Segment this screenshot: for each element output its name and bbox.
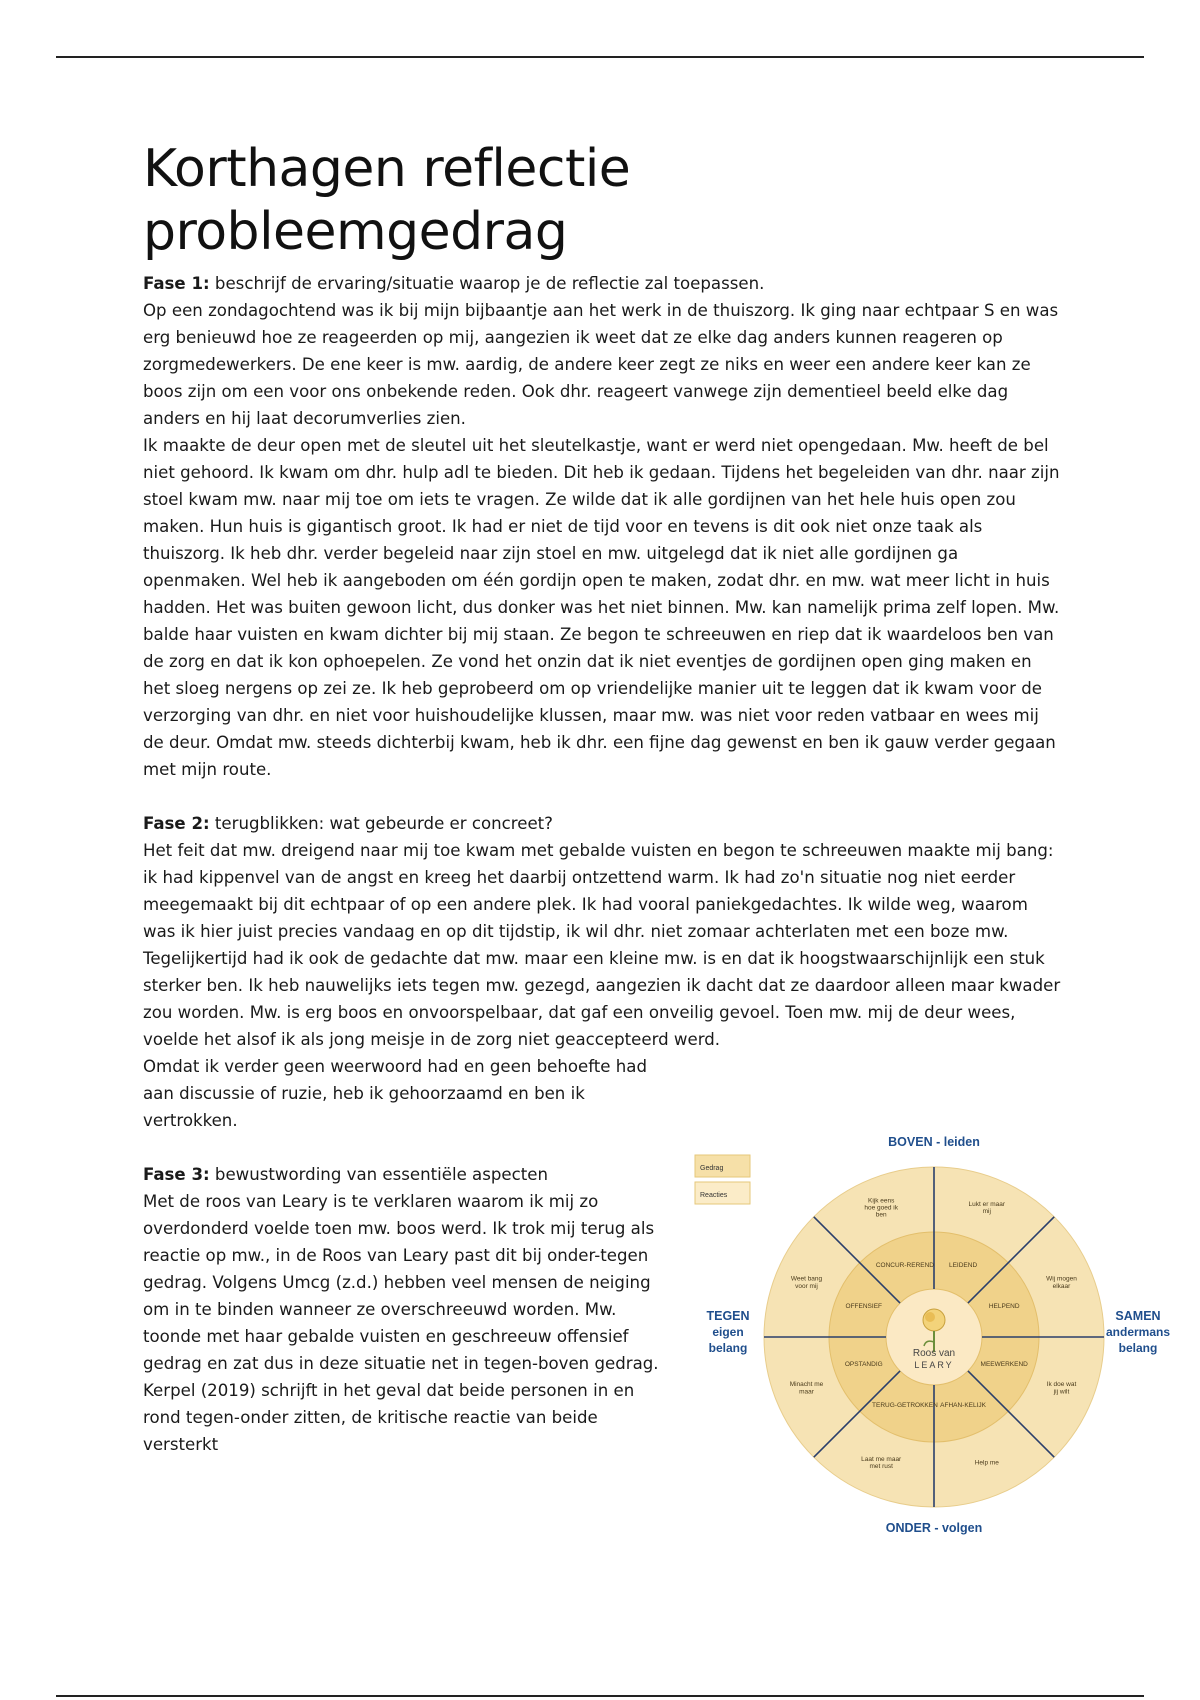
fase1-paragraph-2: Ik maakte de deur open met de sleutel uit het sleutelkastje, want er werd niet opengedaan. Mw. heeft de bel niet gehoord. Ik kwam om dhr. hulp adl te bieden. Dit heb ik gedaan. Tijdens het begeleiden van dhr. naar zijn stoel kwam mw. naar mij toe om iets te vragen. Ze wilde dat ik alle gordijnen van het hele huis open zou maken. Hun huis is gigantisch groot. Ik had er niet de tijd voor en tevens is dit ook niet onze taak als thuiszorg. Ik heb dhr. verder begeleid naar zijn stoel en mw. uitgelegd dat ik niet alle gordijnen ga openmaken. Wel heb ik aangeboden om één gordijn open te maken, zodat dhr. en mw. wat meer licht in huis hadden. Het was buiten gewoon licht, dus donker was het niet binnen. Mw. kan namelijk prima zelf lopen. Mw. balde haar vuisten en kwam dichter bij mij staan. Ze begon te schreeuwen en riep dat ik waardeloos ben van de zorg en dat ik kon ophoepelen. Ze vond het onzin dat ik niet eventjes de gordijnen open ging maken en het sloeg nergens op zei ze. Ik heb geprobeerd om op vriendelijke manier uit te leggen dat ik kwam voor de verzorging van dhr. en niet voor huishoudelijke klussen, maar mw. was niet voor reden vatbaar en wees mij de deur. Omdat mw. steeds dichterbij kwam, heb ik dhr. een fijne dag gewenst en ben ik gauw verder gegaan met mijn route.: [143, 436, 1060, 779]
inner-label-5: OPSTANDIG: [844, 1361, 883, 1369]
fase2-heading: [143, 810, 1063, 837]
fase3-heading-text: bewustwording van essentiële aspecten: [209, 1165, 548, 1184]
roos-van-leary-figure: [690, 1130, 1170, 1540]
top-rule: [56, 56, 1144, 58]
fase1-label: Fase 1:: [143, 274, 210, 293]
fase3-label: Fase 3:: [143, 1165, 210, 1184]
legend-gedrag-label: Gedrag: [700, 1165, 724, 1172]
fase2-paragraph-1: Het feit dat mw. dreigend naar mij toe kwam met gebalde vuisten en begon te schreeuwen maakte mij bang: ik had kippenvel van de angst en kreeg het daarbij ontzettend warm. Ik had zo'n situatie nog niet eerder meegemaakt bij dit echtpaar of op een andere plek. Ik had vooral paniekgedachtes. Ik wilde weg, waarom was ik hier juist precies vandaag en op dit tijdstip, ik wil dhr. niet zomaar achterlaten met een boze mw.: [143, 841, 1054, 941]
fase3-paragraph-1: Met de roos van Leary is te verklaren waarom ik mij zo overdonderd voelde toen mw. boos werd. Ik trok mij terug als reactie op mw., in de Roos van Leary past dit bij onder-tegen gedrag. Volgens Umcg (z.d.) hebben veel mensen de neiging om in te binden wanneer ze overschreeuwd worden. Mw. toonde met haar gebalde vuisten en geschreeuw offensief gedrag en zat dus in deze situatie net in tegen-boven gedrag. Kerpel (2019) schrijft in het geval dat beide personen in en rond tegen-onder zitten, de kritische reactie van beide versterkt: [143, 1192, 659, 1454]
center-label-2: LEARY: [914, 1360, 954, 1370]
label-samen-2: andermans: [1105, 1325, 1170, 1339]
label-samen: SAMEN: [1115, 1309, 1161, 1323]
outer-label-1: Wij mogen elkaar: [1046, 1275, 1077, 1290]
page-title: Korthagen reflectie probleemgedrag: [143, 139, 631, 262]
label-tegen-3: belang: [708, 1341, 748, 1355]
inner-label-3: AFHAN-KELIJK: [940, 1402, 987, 1410]
outer-label-0: Lukt er maar mij: [968, 1200, 1006, 1216]
inner-label-7: CONCUR-REREND: [875, 1261, 934, 1269]
label-tegen-2: eigen: [712, 1325, 744, 1339]
inner-label-4: TERUG-GETROKKEN: [872, 1402, 938, 1410]
outer-label-2: Ik doe wat jij wilt: [1046, 1381, 1077, 1396]
label-samen-3: belang: [1118, 1341, 1158, 1355]
inner-label-1: HELPEND: [988, 1302, 1020, 1310]
fase3-heading: [143, 1161, 663, 1188]
fase1-paragraph-1: Op een zondagochtend was ik bij mijn bijbaantje aan het werk in de thuiszorg. Ik ging naar echtpaar S en was erg benieuwd hoe ze reageerden op mij, aangezien ik weet dat ze elke dag anders kunnen reageren op zorgmedewerkers. De ene keer is mw. aardig, de andere keer zegt ze niks en weer een andere keer kan ze boos zijn om een voor ons onbekende reden. Ook dhr. reageert vanwege zijn dementieel beeld elke dag anders en hij laat decorumverlies zien.: [143, 301, 1059, 428]
bottom-rule: [56, 1695, 1144, 1697]
center-label-1: Roos van: [912, 1348, 956, 1359]
inner-label-6: OFFENSIEF: [845, 1302, 883, 1310]
outer-label-4: Laat me maar met rust: [861, 1455, 902, 1471]
inner-label-2: MEEWERKEND: [980, 1361, 1028, 1369]
label-onder: ONDER - volgen: [885, 1521, 983, 1535]
outer-label-7: Kijk eens hoe goed ik ben: [864, 1197, 899, 1219]
outer-label-6: Weet bang voor mij: [790, 1275, 823, 1290]
legend-reacties-label: Reacties: [700, 1192, 728, 1199]
fase2-heading-text: terugblikken: wat gebeurde er concreet?: [209, 814, 553, 833]
fase2-paragraph-2: Tegelijkertijd had ik ook de gedachte dat mw. maar een kleine mw. is en dat ik hoogstwaarschijnlijk een stuk sterker ben. Ik heb nauwelijks iets tegen mw. gezegd, aangezien ik dacht dat ze daardoor alleen maar kwader zou worden. Mw. is erg boos en onvoorspelbaar, dat gaf een onveilig gevoel. Toen mw. mij de deur wees, voelde het alsof ik als jong meisje in de zorg niet geaccepteerd werd.: [143, 949, 1061, 1049]
outer-label-5: Minacht me maar: [789, 1381, 824, 1396]
label-tegen: TEGEN: [706, 1309, 750, 1323]
roos-van-leary-diagram: [690, 1130, 1170, 1540]
fase1-heading-text: beschrijf de ervaring/situatie waarop je de reflectie zal toepassen.: [209, 274, 765, 293]
fase1-heading: [143, 270, 1063, 297]
fase2-paragraph-3: Omdat ik verder geen weerwoord had en geen behoefte had aan discussie of ruzie, heb ik gehoorzaamd en ben ik vertrokken.: [143, 1057, 647, 1130]
fase2-label: Fase 2:: [143, 814, 210, 833]
inner-label-0: LEIDEND: [948, 1261, 978, 1269]
outer-label-3: Help me: [974, 1459, 999, 1467]
label-boven: BOVEN - leiden: [888, 1135, 980, 1149]
